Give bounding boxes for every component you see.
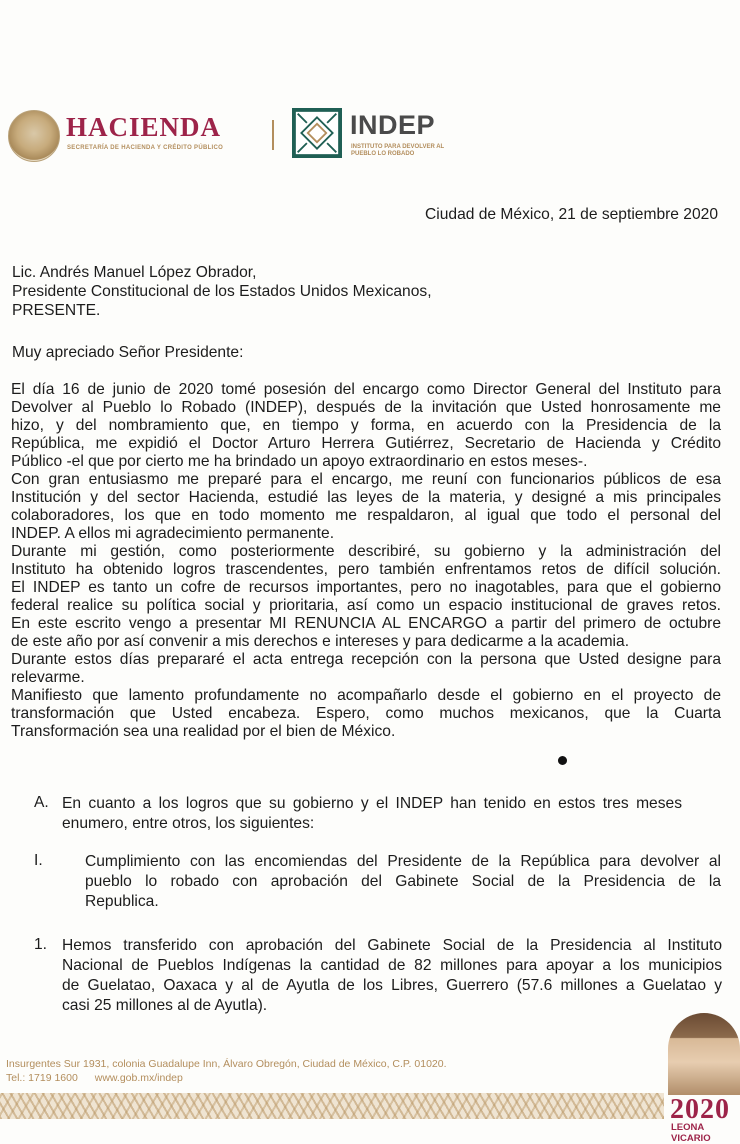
recipient-present: PRESENTE. xyxy=(12,302,101,319)
body-line: transformación que Usted encabeza. Espero, como muchos mexicanos, que la Cuarta xyxy=(11,705,721,722)
body-line: Manifiesto que lamento profundamente no acompañarlo desde el gobierno en el proyecto de xyxy=(11,687,721,704)
body-line: El día 16 de junio de 2020 tomé posesión del encargo como Director General del Instituto para xyxy=(11,381,721,398)
footer-contact xyxy=(6,1072,197,1084)
hacienda-title: HACIENDA xyxy=(66,112,222,142)
list-marker-a: A. xyxy=(34,794,49,811)
body-line: El INDEP es tanto un cofre de recursos importantes, pero no inagotables, para que el gobierno xyxy=(11,579,721,596)
letter-date: Ciudad de México, 21 de septiembre 2020 xyxy=(425,206,718,223)
footer-phone: Tel.: 1719 1600 xyxy=(6,1072,78,1084)
body-line: federal realice su política social y prioritaria, así como un espacio institucional de graves retos. xyxy=(11,597,721,614)
body-line: Con gran entusiasmo me preparé para el encargo, me reuní con funcionarios públicos de esa xyxy=(11,471,721,488)
body-line: Devolver al Pueblo lo Robado (INDEP), después de la invitación que Usted honrosamente me xyxy=(11,399,721,416)
body-line: En este escrito vengo a presentar MI RENUNCIA AL ENCARGO a partir del primero de octubre xyxy=(11,615,721,632)
indep-logo xyxy=(292,108,492,164)
footer-decorative-pattern xyxy=(0,1093,664,1119)
year-label: 2020 xyxy=(670,1094,730,1125)
recipient-title: Presidente Constitucional de los Estados Unidos Mexicanos, xyxy=(12,283,432,300)
body-line: Durante mi gestión, como posteriormente describiré, su gobierno y la administración del xyxy=(11,543,721,560)
recipient-name: Lic. Andrés Manuel López Obrador, xyxy=(12,264,257,281)
list-line: Cumplimiento con las encomiendas del Presidente de la República para devolver al xyxy=(85,853,721,870)
indep-subtitle: INSTITUTO PARA DEVOLVER AL PUEBLO LO ROBADO xyxy=(351,144,445,157)
body-line: Transformación sea una realidad por el bien de México. xyxy=(11,723,396,740)
list-item-1 xyxy=(62,936,722,1016)
header-divider xyxy=(272,120,274,150)
body-line: República, me expidió el Doctor Arturo Herrera Gutiérrez, Secretario de Hacienda y Crédito xyxy=(11,435,721,452)
list-line: enumero, entre otros, los siguientes: xyxy=(62,815,315,832)
indep-emblem-icon xyxy=(292,108,342,158)
footer-website-link[interactable]: www.gob.mx/indep xyxy=(94,1072,183,1084)
footer-address: Insurgentes Sur 1931, colonia Guadalupe Inn, Álvaro Obregón, Ciudad de México, C.P. 01020. xyxy=(6,1058,447,1070)
list-line: Nacional de Pueblos Indígenas la cantidad de 82 millones para apoyar a los municipios xyxy=(62,957,722,974)
list-line: En cuanto a los logros que su gobierno y el INDEP han tenido en estos tres meses xyxy=(62,795,682,812)
list-line: de Guelatao, Oaxaca y al de Ayutla de los Libres, Guerrero (57.6 millones a Guelatao y xyxy=(62,977,722,994)
recipient-block xyxy=(12,264,432,321)
letter-body xyxy=(11,381,721,741)
list-line: Hemos transferido con aprobación del Gabinete Social de la Presidencia al Instituto xyxy=(62,937,722,954)
body-line: relevarme. xyxy=(11,669,85,686)
ink-dot xyxy=(558,756,567,765)
body-line: INDEP. A ellos mi agradecimiento permanente. xyxy=(11,525,335,542)
body-line: Institución y del sector Hacienda, estudié las leyes de la materia, y designé a mis principales xyxy=(11,489,721,506)
list-item-i xyxy=(85,852,721,912)
body-line: Instituto ha obtenido logros trascendentes, pero también enfrentamos retos de difícil solución. xyxy=(11,561,721,578)
list-item-a xyxy=(62,794,682,834)
list-marker-i: I. xyxy=(34,852,43,869)
body-line: Durante estos días prepararé el acta entrega recepción con la persona que Usted designe para xyxy=(11,651,721,668)
list-line: Republica. xyxy=(85,893,159,910)
leona-vicario-portrait-icon xyxy=(668,1013,740,1095)
body-line: Público -el que por cierto me ha brindado un apoyo extraordinario en estos meses-. xyxy=(11,453,588,470)
indep-title: INDEP xyxy=(350,110,436,140)
letter-greeting: Muy apreciado Señor Presidente: xyxy=(12,344,244,361)
hacienda-subtitle: SECRETARÍA DE HACIENDA Y CRÉDITO PÚBLICO xyxy=(67,145,224,151)
list-marker-1: 1. xyxy=(34,936,48,953)
body-line: de este año por así convenir a mis derechos e intereses y para dedicarme a la academia. xyxy=(11,633,630,650)
year-caption: LEONA VICARIO xyxy=(671,1122,711,1144)
hacienda-logo xyxy=(8,108,268,164)
national-seal-icon xyxy=(8,110,60,162)
list-line: pueblo lo robado con aprobación del Gabinete Social de la Presidencia de la xyxy=(85,873,721,890)
body-line: colaboradores, los que en todo momento me respaldaron, al igual que todo el personal del xyxy=(11,507,721,524)
body-line: hizo, y del nombramiento que, en tiempo y forma, en acuerdo con la Presidencia de la xyxy=(11,417,721,434)
list-line: casi 25 millones al de Ayutla). xyxy=(62,997,268,1014)
